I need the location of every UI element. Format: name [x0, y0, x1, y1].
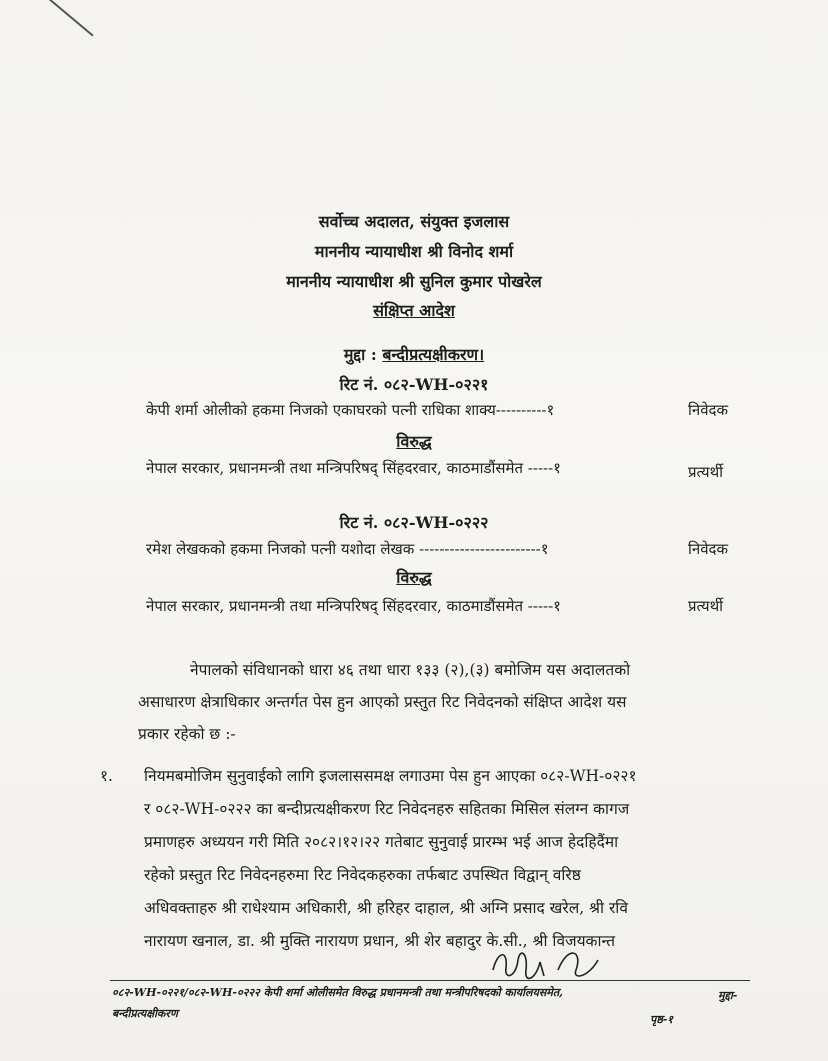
intro-line-2: असाधारण क्षेत्राधिकार अन्तर्गत पेस हुन आएको प्रस्तुत रिट निवेदनको संक्षिप्त आदेश यस — [138, 693, 627, 711]
point-1-line-4: रहेको प्रस्तुत रिट निवेदनहरुमा रिट निवेदकहरुका तर्फबाट उपस्थित विद्वान् वरिष्ठ — [144, 866, 581, 884]
point-1-line-2: र ०८२-WH-०२२२ का बन्दीप्रत्यक्षीकरण रिट निवेदनहरु सहितका मिसिल संलग्न कागज — [144, 800, 630, 818]
writ-2-petitioner: रमेश लेखकको हकमा निजको पत्नी यशोदा लेखक ------------------------१ — [146, 540, 549, 558]
writ-2-respondent-role: प्रत्यर्थी — [688, 597, 724, 615]
subject-value: बन्दीप्रत्यक्षीकरण। — [382, 345, 485, 364]
footer-subject-label: मुद्दा- — [718, 989, 738, 1002]
signature-image — [488, 940, 608, 990]
judge-1: माननीय न्यायाधीश श्री विनोद शर्मा — [314, 242, 514, 261]
writ-1-respondent: नेपाल सरकार, प्रधानमन्त्री तथा मन्त्रिपरिषद् सिंहदरवार, काठमाडौंसमेत -----१ — [146, 459, 561, 477]
writ-1-number: रिट नं. ०८२-WH-०२२१ — [339, 375, 489, 394]
footer-rule — [110, 980, 750, 981]
intro-line-1: नेपालको संविधानको धारा ४६ तथा धारा १३३ (२),(३) बमोजिम यस अदालतको — [190, 661, 631, 679]
page-fold-mark — [39, 0, 94, 37]
point-1-line-3: प्रमाणहरु अध्ययन गरी मिति २०८२।१२।२२ गतेबाट सुनुवाई प्रारम्भ भई आज हेदहिदैंमा — [144, 833, 619, 851]
writ-2-respondent: नेपाल सरकार, प्रधानमन्त्री तथा मन्त्रिपरिषद् सिंहदरवार, काठमाडौंसमेत -----१ — [146, 597, 561, 615]
subject-label: मुद्दा : — [343, 345, 377, 364]
point-1-line-5: अधिवक्ताहरु श्री राधेश्याम अधिकारी, श्री हरिहर दाहाल, श्री अग्नि प्रसाद खरेल, श्री रवि — [144, 899, 628, 917]
point-1-number: १. — [100, 767, 113, 785]
intro-line-3: प्रकार रहेको छ :- — [138, 725, 236, 743]
writ-1-petitioner: केपी शर्मा ओलीको हकमा निजको एकाघरको पत्नी राधिका शाक्य----------१ — [146, 401, 555, 419]
writ-2-number: रिट नं. ०८२-WH-०२२२ — [339, 513, 489, 532]
court-name: सर्वोच्च अदालत, संयुक्त इजलास — [318, 212, 510, 231]
judge-2: माननीय न्यायाधीश श्री सुनिल कुमार पोखरेल — [286, 272, 542, 291]
footer-subject: बन्दीप्रत्यक्षीकरण — [112, 1007, 178, 1020]
writ-2-versus: विरुद्ध — [396, 568, 432, 587]
point-1-line-1: नियमबमोजिम सुनुवाईको लागि इजलाससमक्ष लगाउमा पेस हुन आएका ०८२-WH-०२२१ — [144, 767, 637, 785]
writ-1-respondent-role: प्रत्यर्थी — [688, 463, 724, 481]
order-title: संक्षिप्त आदेश — [373, 301, 455, 320]
page-number: पृष्ठ-१ — [650, 1013, 674, 1026]
writ-2-petitioner-role: निवेदक — [688, 540, 729, 558]
writ-1-petitioner-role: निवेदक — [688, 401, 729, 419]
writ-1-versus: विरुद्ध — [396, 432, 432, 451]
case-subject — [0, 343, 828, 365]
footer-case-line: ०८२-WH-०२२१/०८२-WH-०२२२ केपी शर्मा ओलीसमेत विरुद्ध प्रधानमन्त्री तथा मन्त्रीपरिषदको कार्यालयसमेत, — [112, 986, 563, 999]
point-1-line-6: नारायण खनाल, डा. श्री मुक्ति नारायण प्रधान, श्री शेर बहादुर के.सी., श्री विजयकान्त — [144, 932, 616, 950]
